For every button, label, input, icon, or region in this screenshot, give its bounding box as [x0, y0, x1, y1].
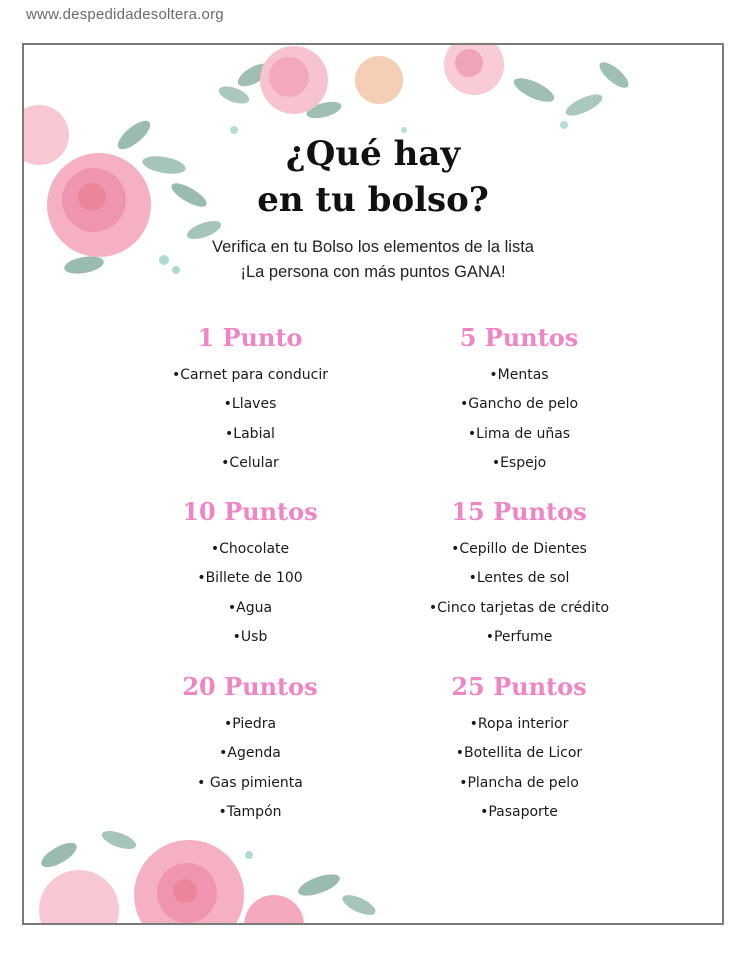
section-heading: 5 Puntos	[459, 323, 579, 352]
list-item: •Labial	[225, 425, 275, 442]
points-section-20	[100, 672, 400, 829]
list-item: •Espejo	[491, 454, 547, 471]
list-item: •Botellita de Licor	[455, 745, 583, 762]
site-url: www.despedidadesoltera.org	[26, 6, 224, 23]
list-item: •Mentas	[489, 367, 549, 383]
points-section-1	[100, 323, 400, 480]
list-item: •Cepillo de Dientes	[451, 541, 587, 557]
list-item: •Cinco tarjetas de crédito	[428, 599, 610, 616]
section-heading: 20 Puntos	[182, 672, 318, 701]
list-item: •Ropa interior	[469, 716, 569, 732]
list-item: •Llaves	[223, 396, 277, 413]
list-item: •Plancha de pelo	[459, 774, 579, 791]
list-item: •Carnet para conducir	[171, 367, 329, 383]
instructions-line-2: ¡La persona con más puntos GANA!	[240, 263, 506, 281]
floral-decoration-bottom	[22, 815, 399, 925]
points-section-10	[100, 497, 400, 654]
list-item: •Billete de 100	[197, 570, 303, 587]
page-title-line-1: ¿Qué hay	[285, 134, 461, 174]
list-item: •Perfume	[485, 628, 553, 645]
list-item: •Chocolate	[210, 541, 290, 557]
list-item: •Agenda	[219, 745, 281, 762]
instructions-line-1: Verifica en tu Bolso los elementos de la lista	[212, 238, 534, 256]
list-item: •Pasaporte	[480, 803, 558, 820]
list-item: •Lentes de sol	[468, 570, 570, 587]
points-section-15	[369, 497, 669, 654]
list-item: •Agua	[227, 599, 273, 616]
list-item: • Gas pimienta	[197, 774, 303, 791]
game-card	[22, 43, 724, 925]
section-heading: 1 Punto	[197, 323, 303, 352]
list-item: •Celular	[221, 454, 279, 471]
list-item: •Tampón	[218, 803, 282, 820]
section-heading: 10 Puntos	[182, 497, 318, 526]
list-item: •Gancho de pelo	[459, 396, 579, 413]
section-heading: 15 Puntos	[451, 497, 587, 526]
page-title-line-2: en tu bolso?	[257, 180, 489, 220]
list-item: •Usb	[232, 628, 268, 645]
points-section-5	[369, 323, 669, 480]
section-heading: 25 Puntos	[451, 672, 587, 701]
list-item: •Lima de uñas	[467, 425, 571, 442]
points-section-25	[369, 672, 669, 829]
list-item: •Piedra	[223, 716, 277, 732]
